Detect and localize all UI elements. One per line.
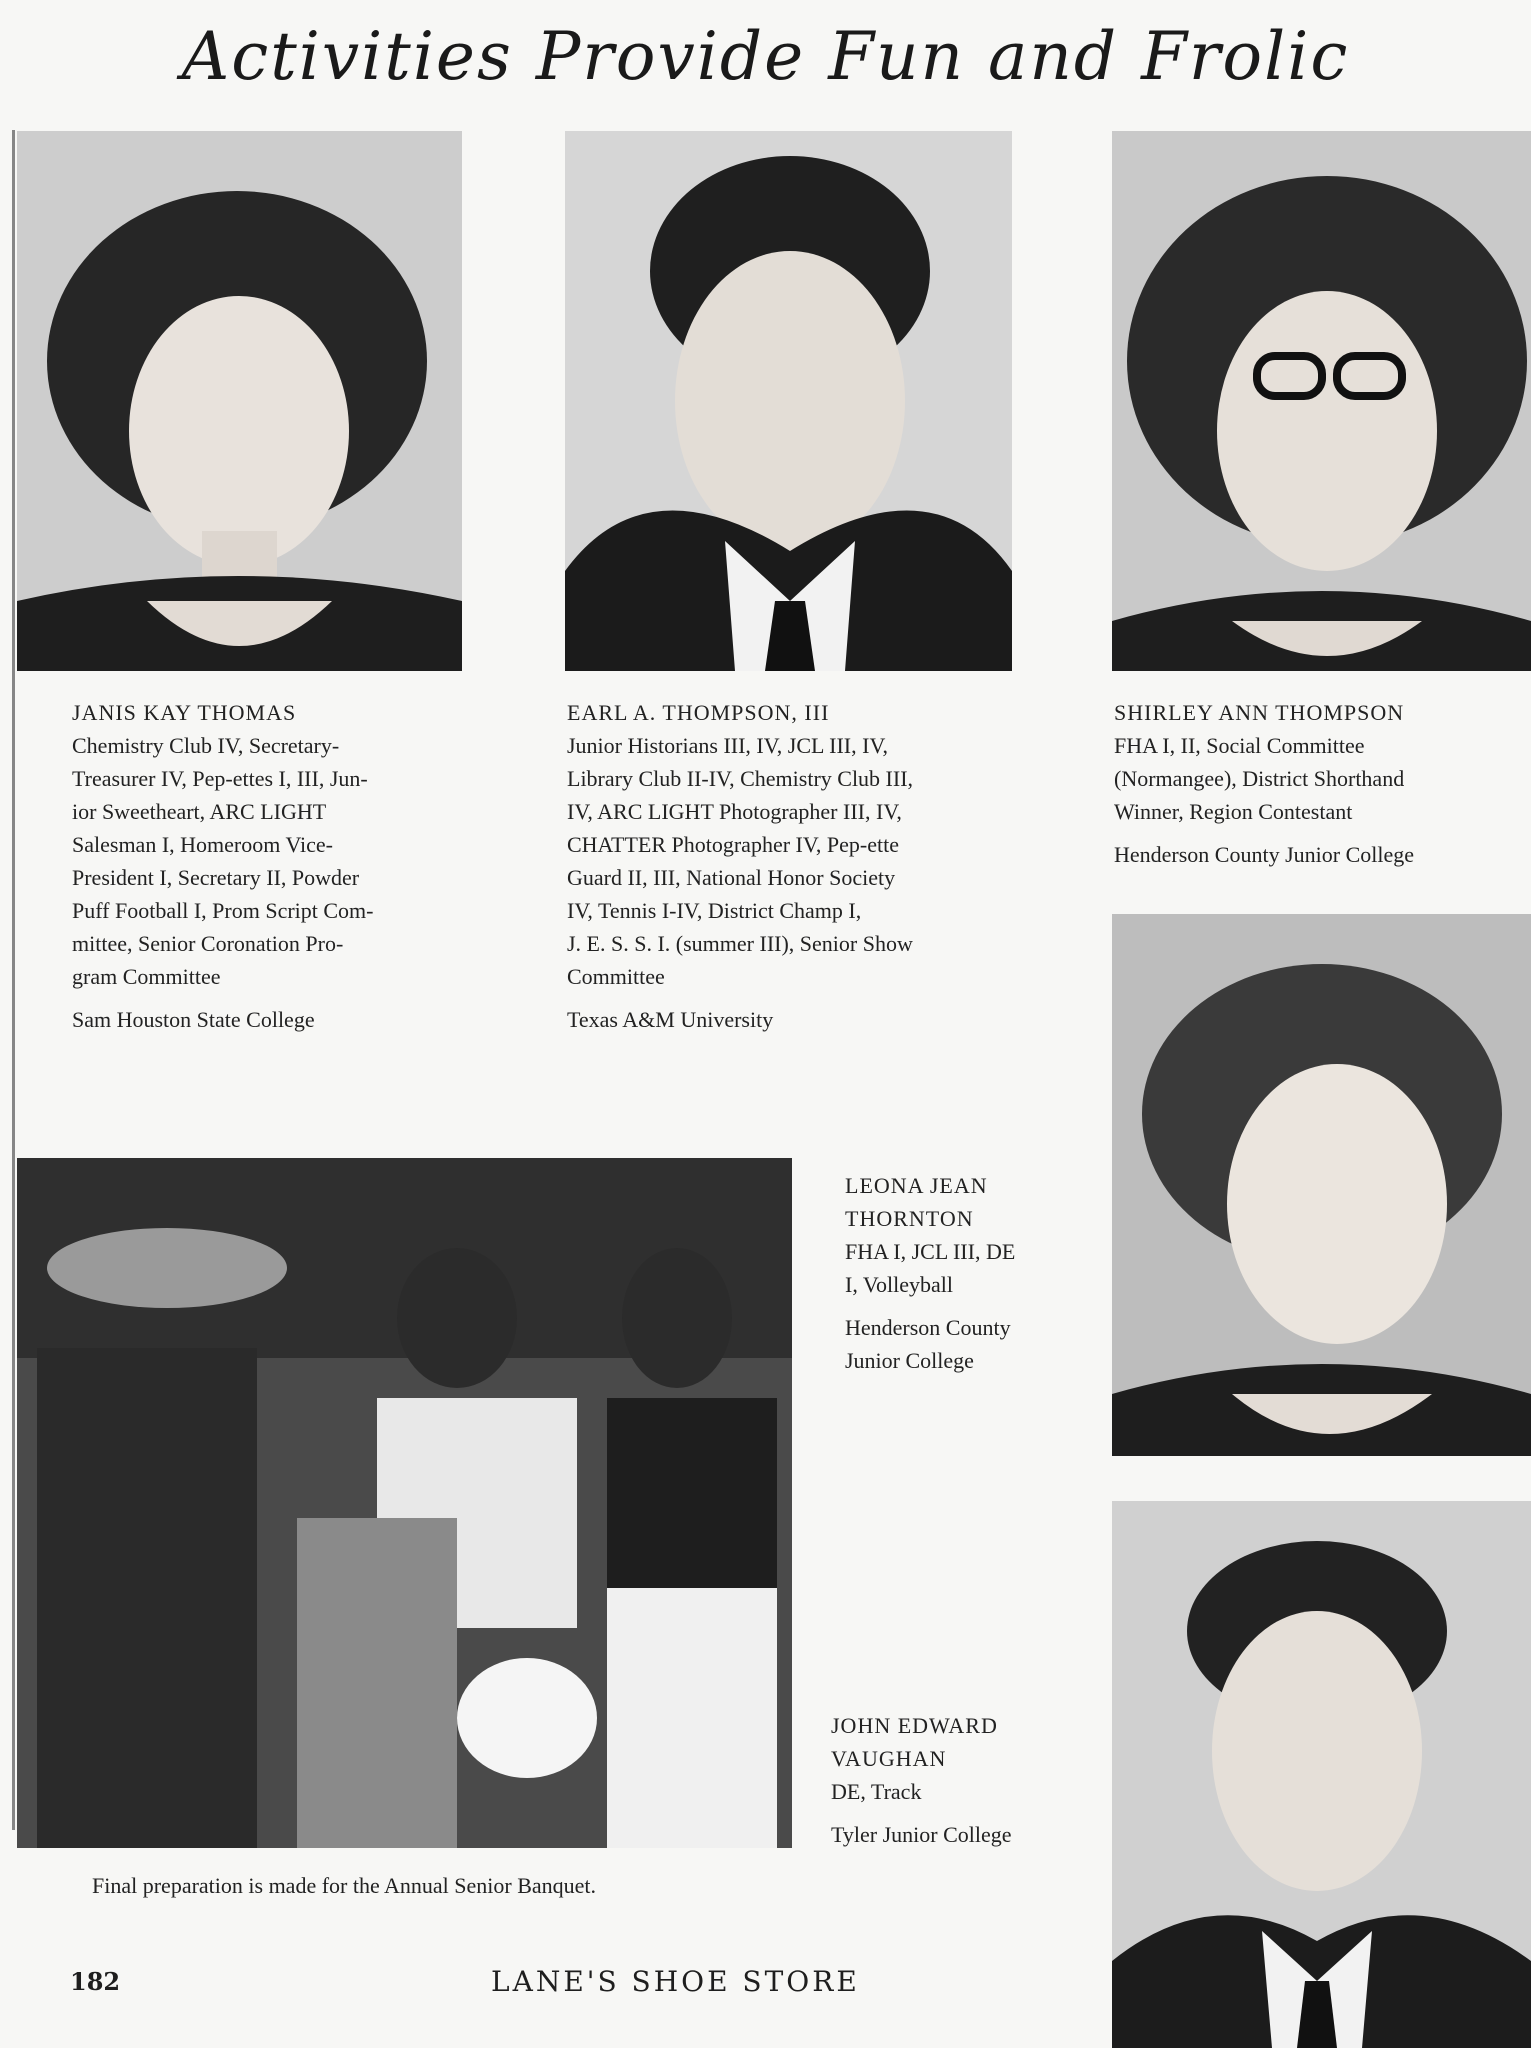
student-name: EARL A. THOMPSON, III — [567, 700, 830, 725]
margin-rule — [12, 130, 15, 1830]
student-name-line: VAUGHAN — [831, 1746, 947, 1771]
activity-line: IV, ARC LIGHT Photographer III, IV, — [567, 799, 902, 824]
student-name: JANIS KAY THOMAS — [72, 700, 297, 725]
activity-line: President I, Secretary II, Powder — [72, 865, 360, 890]
student-college: Tyler Junior College — [831, 1822, 1012, 1847]
student-caption-shirley-thompson — [1114, 696, 1514, 871]
activity-line: Treasurer IV, Pep-ettes I, III, Jun- — [72, 766, 368, 791]
student-caption-john-vaughan — [831, 1709, 1091, 1851]
activity-line: IV, Tennis I-IV, District Champ I, — [567, 898, 862, 923]
activity-line: Library Club II-IV, Chemistry Club III, — [567, 766, 914, 791]
activity-line: J. E. S. S. I. (summer III), Senior Show — [567, 931, 913, 956]
group-photo-caption: Final preparation is made for the Annual Senior Banquet. — [92, 1873, 597, 1898]
student-college: Henderson County Junior College — [1114, 842, 1415, 867]
activity-line: Puff Football I, Prom Script Com- — [72, 898, 374, 923]
activity-line: Committee — [567, 964, 665, 989]
student-caption-leona-thornton — [845, 1169, 1095, 1377]
activity-line: CHATTER Photographer IV, Pep-ette — [567, 832, 899, 857]
student-name-line: JOHN EDWARD — [831, 1713, 998, 1738]
footer-advertisement: LANE'S SHOE STORE — [491, 1965, 860, 1998]
activity-line: DE, Track — [831, 1779, 922, 1804]
portrait-earl-thompson — [565, 131, 1012, 671]
student-caption-earl-thompson — [567, 696, 1037, 1036]
activity-line: Junior Historians III, IV, JCL III, IV, — [567, 733, 889, 758]
student-name-line: LEONA JEAN — [845, 1173, 988, 1198]
student-college: Sam Houston State College — [72, 1007, 315, 1032]
student-name: SHIRLEY ANN THOMPSON — [1114, 700, 1405, 725]
activity-line: Salesman I, Homeroom Vice- — [72, 832, 333, 857]
activity-line: Winner, Region Contestant — [1114, 799, 1353, 824]
activity-line: mittee, Senior Coronation Pro- — [72, 931, 344, 956]
activity-line: I, Volleyball — [845, 1272, 953, 1297]
student-name-line: THORNTON — [845, 1206, 974, 1231]
activity-line: Guard II, III, National Honor Society — [567, 865, 896, 890]
activity-line: FHA I, II, Social Committee — [1114, 733, 1365, 758]
activity-line: Chemistry Club IV, Secretary- — [72, 733, 340, 758]
page-number: 182 — [70, 1967, 121, 1996]
activity-line: ior Sweetheart, ARC LIGHT — [72, 799, 327, 824]
portrait-leona-thornton — [1112, 914, 1531, 1456]
page-title: Activities Provide Fun and Frolic — [181, 18, 1350, 95]
group-photo-banquet-preparation — [17, 1158, 792, 1848]
portrait-shirley-thompson — [1112, 131, 1531, 671]
portrait-john-vaughan — [1112, 1501, 1531, 2048]
activity-line: gram Committee — [72, 964, 221, 989]
student-caption-janis-thomas — [72, 696, 492, 1036]
activity-line: FHA I, JCL III, DE — [845, 1239, 1016, 1264]
portrait-janis-thomas — [17, 131, 462, 671]
student-college-line: Junior College — [845, 1348, 974, 1373]
student-college-line: Henderson County — [845, 1315, 1011, 1340]
activity-line: (Normangee), District Shorthand — [1114, 766, 1405, 791]
student-college: Texas A&M University — [567, 1007, 774, 1032]
